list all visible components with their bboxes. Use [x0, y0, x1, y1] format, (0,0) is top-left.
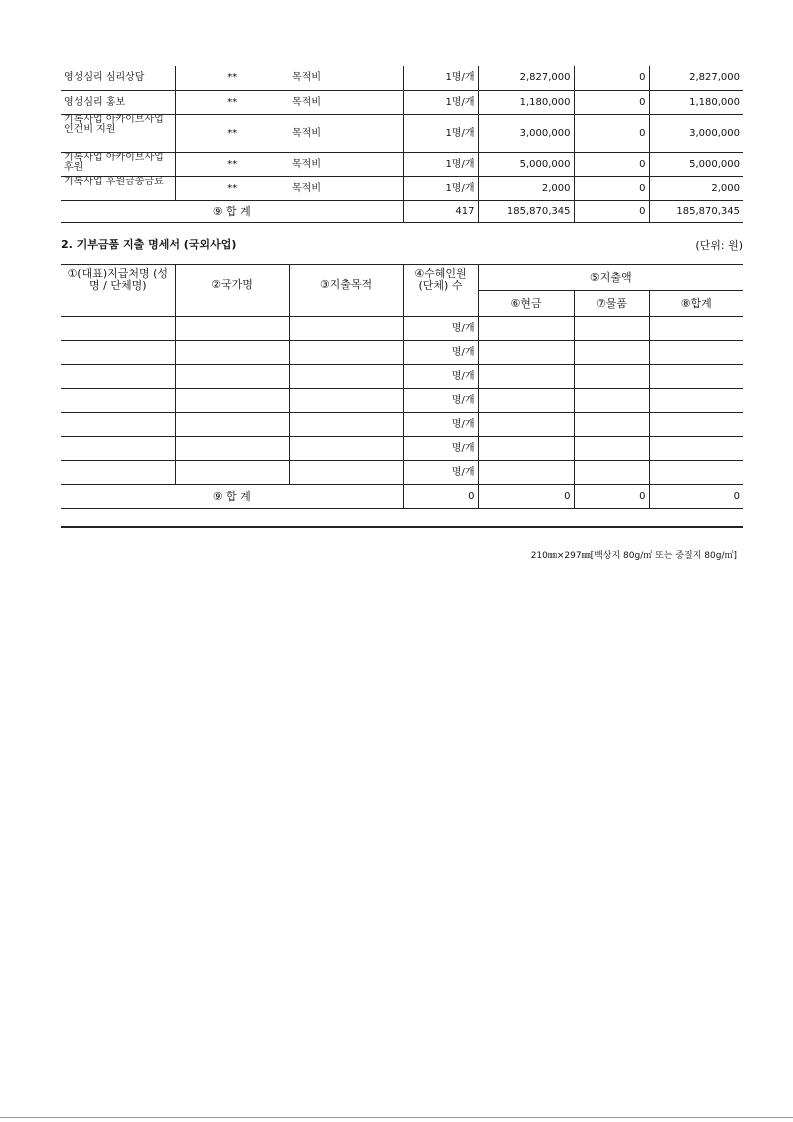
- total-goods: 0: [574, 485, 649, 509]
- purpose-cell: 목적비: [289, 90, 403, 114]
- table-row: [61, 317, 743, 341]
- table-row: [61, 90, 743, 114]
- total-count: 417: [403, 200, 478, 222]
- header-row: [61, 265, 743, 291]
- table-row: [61, 413, 743, 437]
- total-sum: 185,870,345: [649, 200, 743, 222]
- page-edge-line: [0, 1117, 793, 1118]
- code-cell: **: [175, 152, 289, 176]
- header-amount: ⑤지출액: [478, 265, 743, 291]
- cash-cell: 2,000: [478, 176, 574, 200]
- bottom-rule: [61, 526, 743, 528]
- table-row: [61, 461, 743, 485]
- count-cell: 1명/개: [403, 152, 478, 176]
- section-title: 2. 기부금품 지출 명세서 (국외사업): [61, 238, 237, 251]
- header-beneficiaries: ④수혜인원 (단체) 수: [403, 265, 478, 317]
- cash-cell: 5,000,000: [478, 152, 574, 176]
- total-cash: 0: [478, 485, 574, 509]
- table-row: [61, 176, 743, 200]
- goods-cell: 0: [574, 114, 649, 152]
- goods-cell: 0: [574, 66, 649, 90]
- purpose-cell: 목적비: [289, 114, 403, 152]
- code-cell: **: [175, 176, 289, 200]
- beneficiaries-unit: 명/개: [403, 341, 478, 365]
- recipient-cell: 기록사업 아카이브사업후원: [61, 152, 175, 176]
- header-sum: ⑧합계: [649, 291, 743, 317]
- goods-cell: 0: [574, 90, 649, 114]
- purpose-cell: 목적비: [289, 176, 403, 200]
- total-sum: 0: [649, 485, 743, 509]
- count-cell: 1명/개: [403, 176, 478, 200]
- header-purpose: ③지출목적: [289, 265, 403, 317]
- code-cell: **: [175, 90, 289, 114]
- total-cell: 3,000,000: [649, 114, 743, 152]
- cash-cell: 1,180,000: [478, 90, 574, 114]
- beneficiaries-unit: 명/개: [403, 317, 478, 341]
- paper-spec-footer: 210㎜×297㎜[백상지 80g/㎡ 또는 중질지 80g/㎡]: [530, 551, 737, 561]
- total-row: [61, 200, 743, 222]
- expenditure-table-domestic: [61, 66, 743, 223]
- table-row: [61, 341, 743, 365]
- total-label: ⑨ 합 계: [61, 485, 403, 509]
- cash-cell: 2,827,000: [478, 66, 574, 90]
- total-label: ⑨ 합 계: [61, 200, 403, 222]
- total-goods: 0: [574, 200, 649, 222]
- beneficiaries-unit: 명/개: [403, 437, 478, 461]
- table-row: [61, 437, 743, 461]
- total-cell: 1,180,000: [649, 90, 743, 114]
- total-row: [61, 485, 743, 509]
- table-row: [61, 66, 743, 90]
- header-country: ②국가명: [175, 265, 289, 317]
- code-cell: **: [175, 114, 289, 152]
- count-cell: 1명/개: [403, 66, 478, 90]
- count-cell: 1명/개: [403, 90, 478, 114]
- code-cell: **: [175, 66, 289, 90]
- total-count: 0: [403, 485, 478, 509]
- header-goods: ⑦물품: [574, 291, 649, 317]
- header-cash: ⑥현금: [478, 291, 574, 317]
- table-row: [61, 389, 743, 413]
- beneficiaries-unit: 명/개: [403, 365, 478, 389]
- count-cell: 1명/개: [403, 114, 478, 152]
- goods-cell: 0: [574, 176, 649, 200]
- beneficiaries-unit: 명/개: [403, 413, 478, 437]
- total-cell: 5,000,000: [649, 152, 743, 176]
- expenditure-table-overseas: [61, 264, 743, 509]
- purpose-cell: 목적비: [289, 66, 403, 90]
- recipient-cell: 기록사업 후원금송금료: [61, 176, 175, 200]
- table-row: [61, 152, 743, 176]
- table-row: [61, 365, 743, 389]
- recipient-cell: 기록사업 아카이브사업 인건비 지원: [61, 114, 175, 152]
- total-cell: 2,000: [649, 176, 743, 200]
- cash-cell: 3,000,000: [478, 114, 574, 152]
- header-recipient: ①(대표)지급처명 (성명 / 단체명): [61, 265, 175, 317]
- goods-cell: 0: [574, 152, 649, 176]
- unit-label: (단위: 원): [695, 239, 743, 252]
- recipient-cell: 영성심리 홍보: [61, 90, 175, 114]
- beneficiaries-unit: 명/개: [403, 461, 478, 485]
- total-cell: 2,827,000: [649, 66, 743, 90]
- purpose-cell: 목적비: [289, 152, 403, 176]
- total-cash: 185,870,345: [478, 200, 574, 222]
- table-row: [61, 114, 743, 152]
- recipient-cell: 영성심리 심리상담: [61, 66, 175, 90]
- beneficiaries-unit: 명/개: [403, 389, 478, 413]
